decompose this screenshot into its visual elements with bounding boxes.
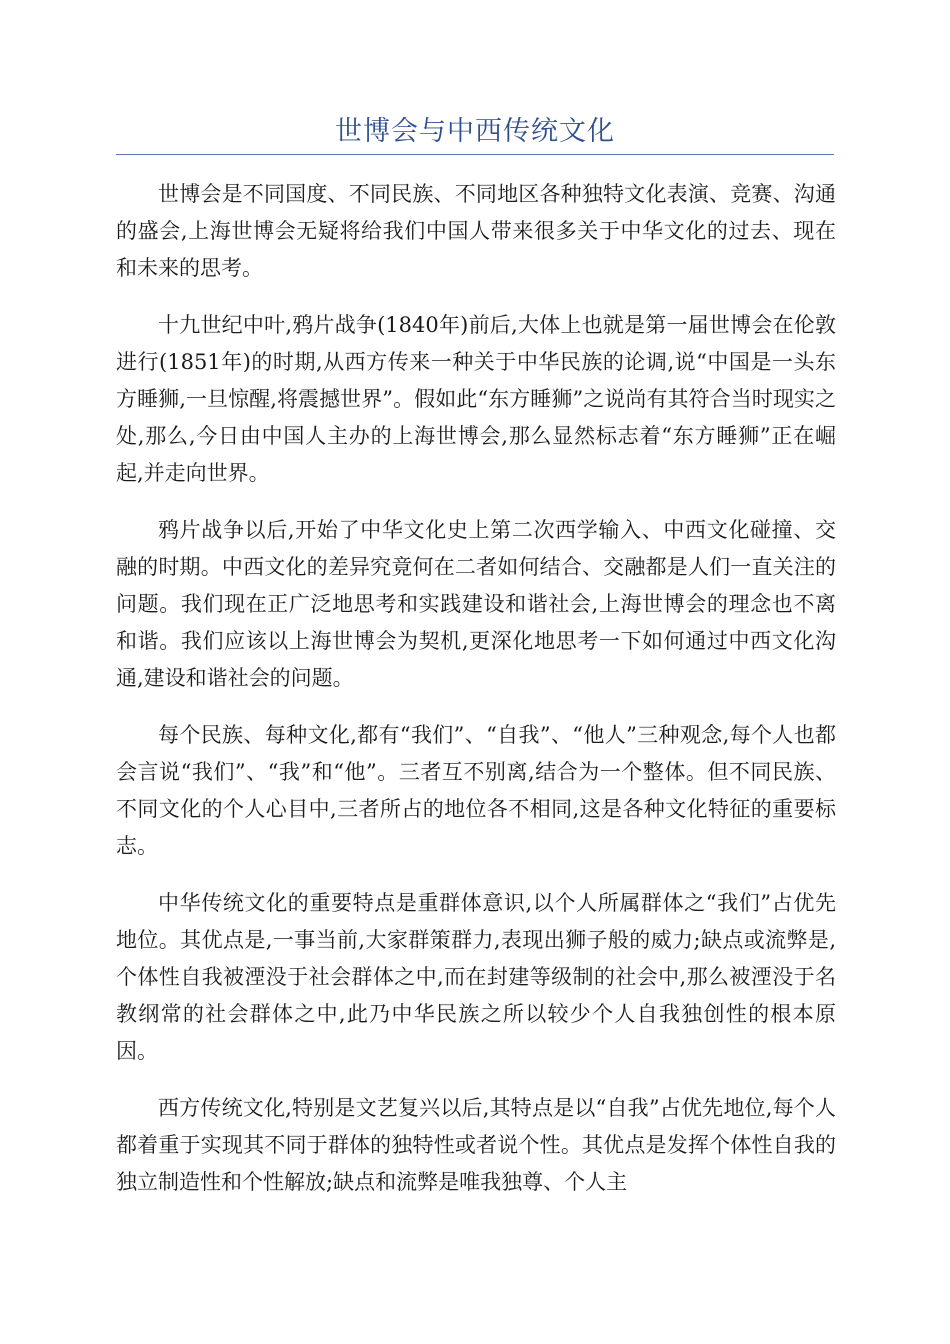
paragraph: 西方传统文化,特别是文艺复兴以后,其特点是以“自我”占优先地位,每个人都着重于实现其不同于群体的独特性或者说个性。其优点是发挥个体性自我的独立制造性和个性解放;缺点和流弊是唯我独尊、个人主 [116,1096,836,1194]
paragraph: 每个民族、每种文化,都有“我们”、“自我”、“他人”三种观念,每个人也都会言说“我们”、“我”和“他”。三者互不别离,结合为一个整体。但不同民族、不同文化的个人心目中,三者所占的地位各不相同,这是各种文化特征的重要标志。 [116,723,836,858]
paragraph: 十九世纪中叶,鸦片战争(1840年)前后,大体上也就是第一届世博会在伦敦进行(1851年)的时期,从西方传来一种关于中华民族的论调,说“中国是一头东方睡狮,一旦惊醒,将震撼世界”。假如此“东方睡狮”之说尚有其符合当时现实之处,那么,今日由中国人主办的上海世博会,那么显然标志着“东方睡狮”正在崛起,并走向世界。 [116,313,836,485]
paragraph: 中华传统文化的重要特点是重群体意识,以个人所属群体之“我们”占优先地位。其优点是,一事当前,大家群策群力,表现出狮子般的威力;缺点或流弊是,个体性自我被湮没于社会群体之中,而在封建等级制的社会中,那么被湮没于名教纲常的社会群体之中,此乃中华民族之所以较少个人自我独创性的根本原因。 [116,891,836,1063]
title-underline [116,154,834,155]
document-title: 世博会与中西传统文化 [335,116,615,147]
document-body [116,176,836,1221]
paragraph: 鸦片战争以后,开始了中华文化史上第二次西学输入、中西文化碰撞、交融的时期。中西文化的差异究竟何在二者如何结合、交融都是人们一直关注的问题。我们现在正广泛地思考和实践建设和谐社会,上海世博会的理念也不离和谐。我们应该以上海世博会为契机,更深化地思考一下如何通过中西文化沟通,建设和谐社会的问题。 [116,518,836,690]
paragraph: 世博会是不同国度、不同民族、不同地区各种独特文化表演、竞赛、沟通的盛会,上海世博会无疑将给我们中国人带来很多关于中华文化的过去、现在和未来的思考。 [116,182,836,280]
